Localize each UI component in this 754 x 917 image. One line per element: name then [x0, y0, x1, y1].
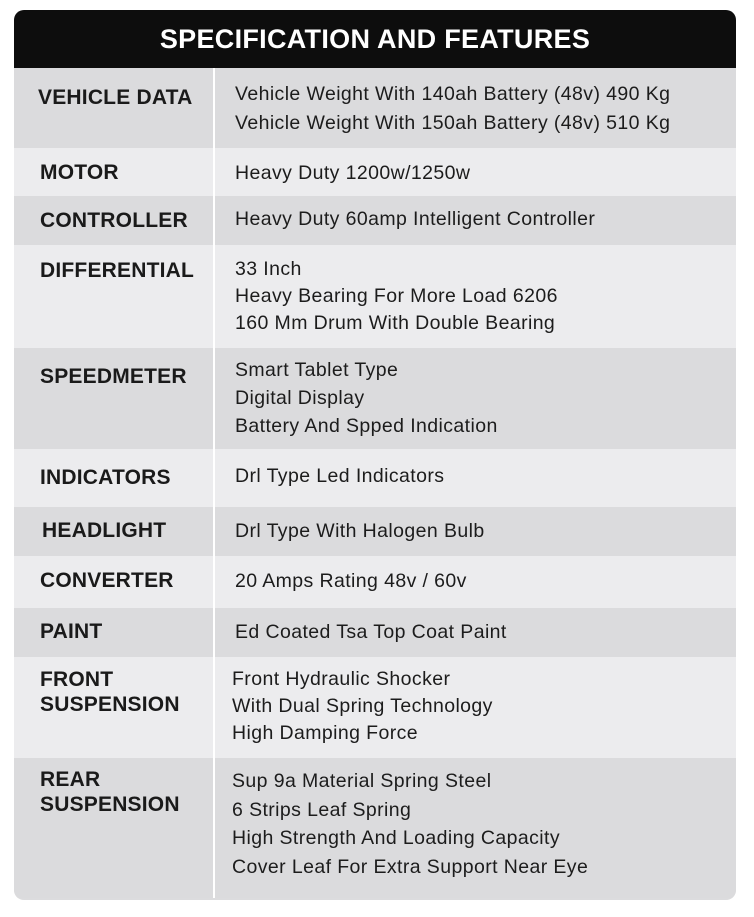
- spec-value: Cover Leaf For Extra Support Near Eye: [232, 855, 589, 878]
- spec-row-speedmeter: [14, 348, 736, 449]
- spec-values: [215, 148, 736, 196]
- spec-row-rear-suspension: [14, 758, 736, 898]
- spec-label: MOTOR: [40, 161, 119, 184]
- spec-label: CONTROLLER: [40, 209, 188, 232]
- spec-value: Sup 9a Material Spring Steel: [232, 770, 492, 792]
- spec-values: [215, 68, 736, 148]
- spec-value: Drl Type With Halogen Bulb: [235, 520, 485, 542]
- spec-value: High Damping Force: [232, 722, 419, 744]
- spec-row-indicators: [14, 449, 736, 507]
- spec-row-converter: [14, 556, 736, 608]
- spec-label: HEADLIGHT: [42, 519, 167, 542]
- spec-value: 160 Mm Drum With Double Bearing: [235, 312, 556, 334]
- spec-value: Digital Display: [235, 387, 365, 409]
- spec-value: Vehicle Weight With 140ah Battery (48v) 490 Kg: [235, 83, 671, 105]
- spec-label: PAINT: [40, 620, 103, 643]
- spec-label: VEHICLE DATA: [38, 86, 193, 109]
- spec-row-vehicle-data: [14, 68, 736, 148]
- spec-row-controller: [14, 196, 736, 245]
- spec-value: Vehicle Weight With 150ah Battery (48v) 510 Kg: [235, 112, 671, 134]
- spec-values: [215, 556, 736, 608]
- spec-value: Heavy Bearing For More Load 6206: [235, 285, 558, 307]
- spec-label: INDICATORS: [40, 466, 171, 489]
- spec-value: With Dual Spring Technology: [232, 695, 493, 717]
- spec-value: Ed Coated Tsa Top Coat Paint: [235, 621, 507, 643]
- spec-values: [215, 348, 736, 449]
- spec-value: Smart Tablet Type: [235, 359, 399, 381]
- spec-value: Heavy Duty 60amp Intelligent Controller: [235, 208, 596, 230]
- spec-values: [215, 507, 736, 556]
- spec-value: High Strength And Loading Capacity: [232, 827, 560, 849]
- spec-card: [14, 10, 736, 900]
- spec-value: Drl Type Led Indicators: [235, 465, 445, 487]
- spec-value: Heavy Duty 1200w/1250w: [235, 162, 471, 184]
- spec-row-paint: [14, 608, 736, 657]
- spec-value: 20 Amps Rating 48v / 60v: [235, 570, 467, 592]
- spec-row-front-suspension: [14, 657, 736, 758]
- spec-value: Front Hydraulic Shocker: [232, 668, 451, 690]
- spec-values: [215, 196, 736, 245]
- spec-row-differential: [14, 245, 736, 348]
- spec-label: FRONT SUSPENSION: [40, 668, 180, 716]
- spec-row-headlight: [14, 507, 736, 556]
- spec-values: [215, 608, 736, 657]
- spec-row-motor: [14, 148, 736, 196]
- spec-values: [215, 245, 736, 348]
- spec-value: 33 Inch: [235, 258, 302, 280]
- spec-value: Battery And Spped Indication: [235, 415, 498, 437]
- spec-values: [215, 449, 736, 507]
- spec-label: REAR SUSPENSION: [40, 768, 180, 816]
- spec-title: SPECIFICATION AND FEATURES: [14, 10, 736, 68]
- spec-value: 6 Strips Leaf Spring: [232, 798, 412, 821]
- spec-label: CONVERTER: [40, 569, 174, 592]
- spec-values: [215, 758, 736, 898]
- spec-label: SPEEDMETER: [40, 365, 187, 388]
- spec-label: DIFFERENTIAL: [40, 259, 195, 282]
- spec-values: [215, 657, 736, 758]
